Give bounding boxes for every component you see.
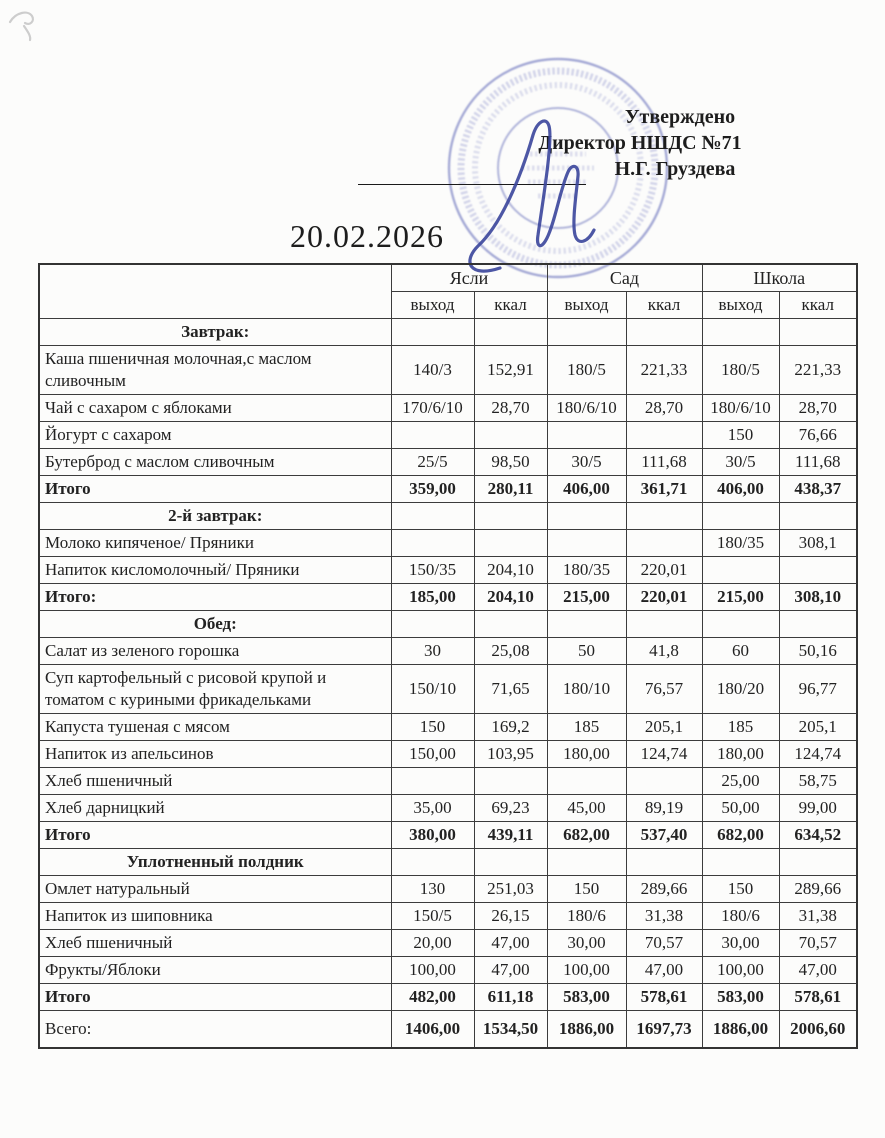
value-cell: 30/5 [702, 449, 779, 476]
value-cell: 60 [702, 638, 779, 665]
dish-name: Напиток из апельсинов [39, 741, 391, 768]
value-cell: 1406,00 [391, 1011, 474, 1049]
value-cell [626, 611, 702, 638]
table-row [39, 665, 857, 714]
value-cell [391, 503, 474, 530]
value-cell: 682,00 [702, 822, 779, 849]
value-cell: 682,00 [547, 822, 626, 849]
value-cell: 124,74 [626, 741, 702, 768]
value-cell [474, 768, 547, 795]
value-cell: 130 [391, 876, 474, 903]
dish-name: Обед: [39, 611, 391, 638]
value-cell: 180/6 [547, 903, 626, 930]
value-cell [547, 530, 626, 557]
value-cell: 251,03 [474, 876, 547, 903]
value-cell: 150/35 [391, 557, 474, 584]
value-cell [702, 611, 779, 638]
table-row [39, 422, 857, 449]
dish-name: Итого [39, 476, 391, 503]
value-cell [779, 557, 857, 584]
value-cell: 150 [702, 422, 779, 449]
dish-name: Фрукты/Яблоки [39, 957, 391, 984]
dish-name: Хлеб пшеничный [39, 768, 391, 795]
value-cell: 150,00 [391, 741, 474, 768]
dish-name: 2-й завтрак: [39, 503, 391, 530]
value-cell: 361,71 [626, 476, 702, 503]
value-cell [779, 503, 857, 530]
value-cell: 438,37 [779, 476, 857, 503]
value-cell: 30,00 [547, 930, 626, 957]
value-cell: 205,1 [779, 714, 857, 741]
value-cell: 45,00 [547, 795, 626, 822]
value-cell: 180/6 [702, 903, 779, 930]
table-row [39, 557, 857, 584]
dish-name: Бутерброд с маслом сливочным [39, 449, 391, 476]
table-row [39, 1011, 857, 1049]
value-cell [391, 319, 474, 346]
dish-name: Молоко кипяченое/ Пряники [39, 530, 391, 557]
value-cell: 180/5 [547, 346, 626, 395]
value-cell: 359,00 [391, 476, 474, 503]
value-cell: 50,16 [779, 638, 857, 665]
approved-label: Утверждено [624, 106, 736, 128]
table-row [39, 346, 857, 395]
subheader-kkal: ккал [779, 292, 857, 319]
section-row [39, 849, 857, 876]
menu-table [38, 263, 858, 1049]
value-cell [626, 422, 702, 449]
value-cell: 50 [547, 638, 626, 665]
dish-name: Салат из зеленого горошка [39, 638, 391, 665]
column-group-shkola: Школа [702, 264, 857, 292]
value-cell: 180,00 [547, 741, 626, 768]
value-cell: 30 [391, 638, 474, 665]
value-cell: 30/5 [547, 449, 626, 476]
value-cell: 140/3 [391, 346, 474, 395]
subheader-vyhod: выход [391, 292, 474, 319]
value-cell: 25/5 [391, 449, 474, 476]
dish-name: Итого [39, 822, 391, 849]
value-cell: 25,08 [474, 638, 547, 665]
section-row [39, 611, 857, 638]
dish-name: Итого [39, 984, 391, 1011]
value-cell: 150/5 [391, 903, 474, 930]
dish-name: Хлеб дарницкий [39, 795, 391, 822]
dish-name: Итого: [39, 584, 391, 611]
value-cell: 28,70 [626, 395, 702, 422]
value-cell: 204,10 [474, 584, 547, 611]
value-cell: 180/20 [702, 665, 779, 714]
table-row [39, 714, 857, 741]
value-cell: 583,00 [702, 984, 779, 1011]
section-row [39, 319, 857, 346]
table-row [39, 795, 857, 822]
value-cell: 169,2 [474, 714, 547, 741]
value-cell [702, 319, 779, 346]
dish-name: Напиток кисломолочный/ Пряники [39, 557, 391, 584]
value-cell: 26,15 [474, 903, 547, 930]
value-cell: 634,52 [779, 822, 857, 849]
subheader-vyhod: выход [547, 292, 626, 319]
value-cell: 406,00 [702, 476, 779, 503]
value-cell [779, 611, 857, 638]
table-row [39, 768, 857, 795]
subheader-kkal: ккал [626, 292, 702, 319]
value-cell [702, 849, 779, 876]
value-cell: 100,00 [547, 957, 626, 984]
value-cell: 180/10 [547, 665, 626, 714]
value-cell: 20,00 [391, 930, 474, 957]
document-date: 20.02.2026 [290, 218, 444, 254]
value-cell: 482,00 [391, 984, 474, 1011]
value-cell: 152,91 [474, 346, 547, 395]
scan-artifact [4, 6, 54, 56]
value-cell [474, 530, 547, 557]
group-header-row [39, 264, 857, 292]
value-cell: 28,70 [474, 395, 547, 422]
value-cell: 71,65 [474, 665, 547, 714]
value-cell: 185,00 [391, 584, 474, 611]
value-cell: 47,00 [626, 957, 702, 984]
value-cell [391, 768, 474, 795]
value-cell: 69,23 [474, 795, 547, 822]
value-cell: 215,00 [547, 584, 626, 611]
value-cell: 47,00 [474, 957, 547, 984]
value-cell: 100,00 [702, 957, 779, 984]
table-row [39, 930, 857, 957]
value-cell: 380,00 [391, 822, 474, 849]
value-cell: 76,66 [779, 422, 857, 449]
dish-name: Омлет натуральный [39, 876, 391, 903]
value-cell: 578,61 [626, 984, 702, 1011]
value-cell: 150 [391, 714, 474, 741]
dish-name: Суп картофельный с рисовой крупой и томатом с куриными фрикадельками [39, 665, 391, 714]
value-cell: 220,01 [626, 584, 702, 611]
value-cell [547, 768, 626, 795]
value-cell: 89,19 [626, 795, 702, 822]
value-cell: 289,66 [779, 876, 857, 903]
value-cell: 100,00 [391, 957, 474, 984]
table-row [39, 984, 857, 1011]
value-cell: 76,57 [626, 665, 702, 714]
dish-column-header [39, 264, 391, 319]
value-cell: 2006,60 [779, 1011, 857, 1049]
dish-name: Завтрак: [39, 319, 391, 346]
value-cell [547, 611, 626, 638]
value-cell: 124,74 [779, 741, 857, 768]
value-cell: 406,00 [547, 476, 626, 503]
value-cell [474, 849, 547, 876]
value-cell: 204,10 [474, 557, 547, 584]
dish-name: Напиток из шиповника [39, 903, 391, 930]
value-cell: 98,50 [474, 449, 547, 476]
table-row [39, 638, 857, 665]
value-cell: 111,68 [779, 449, 857, 476]
subheader-vyhod: выход [702, 292, 779, 319]
value-cell [391, 422, 474, 449]
section-row [39, 503, 857, 530]
value-cell: 180/35 [702, 530, 779, 557]
dish-name: Уплотненный полдник [39, 849, 391, 876]
value-cell: 221,33 [779, 346, 857, 395]
menu-table-body [39, 319, 857, 1049]
value-cell: 28,70 [779, 395, 857, 422]
dish-name: Капуста тушеная с мясом [39, 714, 391, 741]
value-cell: 150 [547, 876, 626, 903]
table-row [39, 903, 857, 930]
dish-name: Чай с сахаром с яблоками [39, 395, 391, 422]
value-cell: 96,77 [779, 665, 857, 714]
table-row [39, 876, 857, 903]
value-cell: 25,00 [702, 768, 779, 795]
value-cell [547, 422, 626, 449]
value-cell [702, 557, 779, 584]
value-cell [702, 503, 779, 530]
value-cell: 1886,00 [702, 1011, 779, 1049]
table-row [39, 822, 857, 849]
table-row [39, 741, 857, 768]
value-cell: 170/6/10 [391, 395, 474, 422]
table-row [39, 476, 857, 503]
value-cell: 1697,73 [626, 1011, 702, 1049]
dish-name: Всего: [39, 1011, 391, 1049]
table-row [39, 530, 857, 557]
value-cell [626, 319, 702, 346]
value-cell: 103,95 [474, 741, 547, 768]
value-cell: 1534,50 [474, 1011, 547, 1049]
table-row [39, 395, 857, 422]
value-cell: 308,1 [779, 530, 857, 557]
value-cell: 99,00 [779, 795, 857, 822]
signature [450, 105, 650, 280]
value-cell: 185 [702, 714, 779, 741]
table-row [39, 957, 857, 984]
value-cell: 1886,00 [547, 1011, 626, 1049]
column-group-yasli: Ясли [391, 264, 547, 292]
table-row [39, 584, 857, 611]
value-cell [779, 849, 857, 876]
value-cell: 221,33 [626, 346, 702, 395]
value-cell: 150 [702, 876, 779, 903]
approver-name: Н.Г. Груздева [614, 158, 736, 180]
value-cell: 308,10 [779, 584, 857, 611]
value-cell: 150/10 [391, 665, 474, 714]
value-cell: 220,01 [626, 557, 702, 584]
value-cell: 180/6/10 [547, 395, 626, 422]
value-cell: 537,40 [626, 822, 702, 849]
value-cell: 111,68 [626, 449, 702, 476]
value-cell [391, 849, 474, 876]
value-cell [391, 530, 474, 557]
value-cell: 35,00 [391, 795, 474, 822]
value-cell: 215,00 [702, 584, 779, 611]
value-cell: 31,38 [626, 903, 702, 930]
value-cell: 58,75 [779, 768, 857, 795]
value-cell [626, 530, 702, 557]
value-cell [547, 849, 626, 876]
value-cell [474, 422, 547, 449]
dish-name: Каша пшеничная молочная,с маслом сливочным [39, 346, 391, 395]
value-cell: 180,00 [702, 741, 779, 768]
value-cell: 70,57 [626, 930, 702, 957]
value-cell: 583,00 [547, 984, 626, 1011]
value-cell: 289,66 [626, 876, 702, 903]
value-cell: 30,00 [702, 930, 779, 957]
value-cell [779, 319, 857, 346]
value-cell: 50,00 [702, 795, 779, 822]
dish-name: Хлеб пшеничный [39, 930, 391, 957]
value-cell: 31,38 [779, 903, 857, 930]
value-cell: 611,18 [474, 984, 547, 1011]
column-group-sad: Сад [547, 264, 702, 292]
value-cell: 280,11 [474, 476, 547, 503]
value-cell: 578,61 [779, 984, 857, 1011]
value-cell: 180/35 [547, 557, 626, 584]
value-cell [474, 503, 547, 530]
value-cell: 180/5 [702, 346, 779, 395]
value-cell: 47,00 [474, 930, 547, 957]
approver-title: Директор НШДС №71 [538, 132, 742, 154]
value-cell: 205,1 [626, 714, 702, 741]
table-row [39, 449, 857, 476]
value-cell: 439,11 [474, 822, 547, 849]
value-cell [474, 611, 547, 638]
value-cell: 70,57 [779, 930, 857, 957]
value-cell: 180/6/10 [702, 395, 779, 422]
subheader-kkal: ккал [474, 292, 547, 319]
dish-name: Йогурт с сахаром [39, 422, 391, 449]
value-cell: 185 [547, 714, 626, 741]
value-cell: 41,8 [626, 638, 702, 665]
value-cell [547, 503, 626, 530]
value-cell [474, 319, 547, 346]
value-cell [547, 319, 626, 346]
value-cell [626, 503, 702, 530]
value-cell [391, 611, 474, 638]
value-cell: 47,00 [779, 957, 857, 984]
value-cell [626, 768, 702, 795]
value-cell [626, 849, 702, 876]
